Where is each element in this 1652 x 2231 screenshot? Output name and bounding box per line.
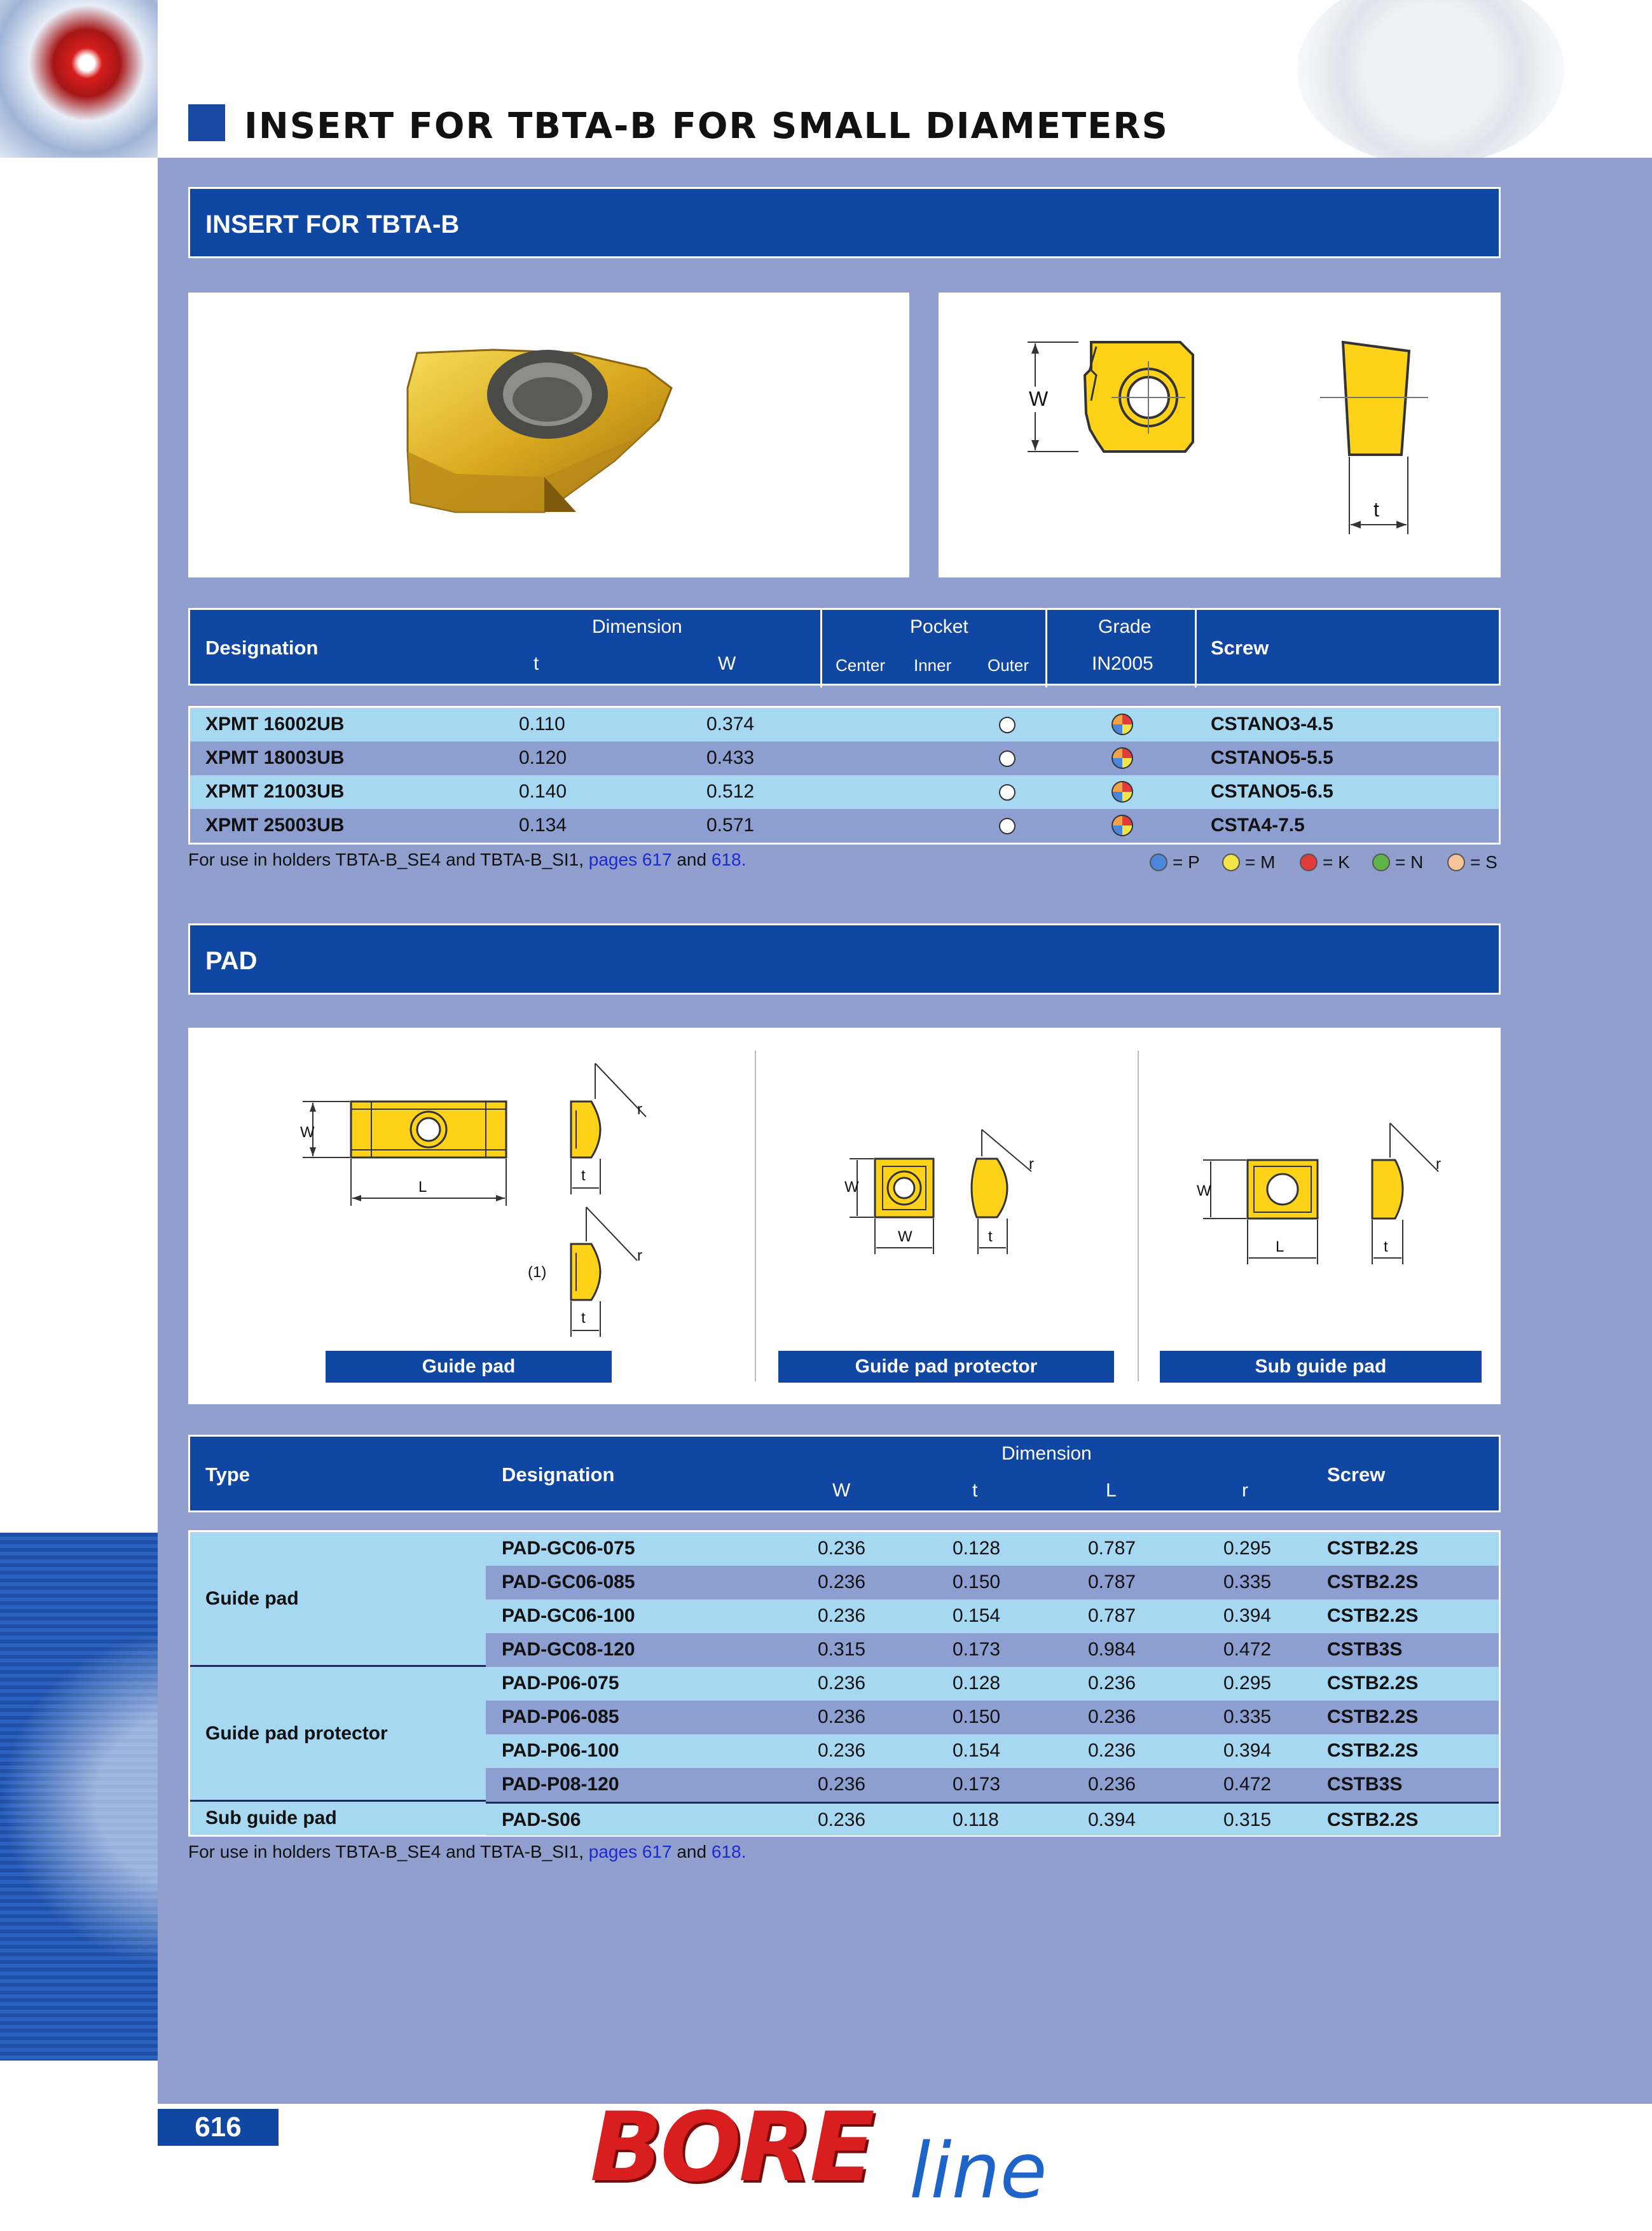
cell-t: 0.110 [519,714,565,735]
pad-section-title: PAD [205,947,258,975]
col-dimension: Dimension [1002,1443,1092,1464]
table-row [486,1566,1499,1599]
col-w: W [718,653,736,674]
grade-icon [1112,747,1133,769]
cell-r: 0.335 [1223,1571,1272,1592]
table-row [486,1599,1499,1633]
page-number: 616 [158,2109,279,2146]
cell-l: 0.236 [1088,1740,1136,1761]
pocket-outer-icon [999,818,1015,834]
cell-r: 0.295 [1223,1673,1272,1694]
page-617-link[interactable]: 617 [642,850,672,869]
insert-photo [188,293,909,577]
grade-icon [1112,815,1133,836]
protector-w-label: W [844,1178,859,1196]
cell-w: 0.236 [818,1706,866,1727]
cell-l: 0.787 [1088,1538,1136,1559]
legend-k-icon [1300,853,1318,871]
pad-w-label: W [300,1124,315,1141]
cell-t: 0.173 [953,1774,1001,1795]
cell-w: 0.236 [818,1774,866,1795]
cell-r: 0.394 [1223,1740,1272,1761]
insert-w-label: W [1029,387,1049,410]
cell-screw: CSTB2.2S [1327,1673,1419,1694]
protector-r-label: r [1029,1156,1034,1173]
col-designation: Designation [502,1463,615,1486]
pages-link[interactable]: pages [588,1842,638,1861]
cell-t: 0.128 [953,1673,1001,1694]
protector-w2-label: W [898,1228,912,1245]
pad-section-header [188,923,1501,995]
col-t: t [972,1480,978,1501]
col-grade: Grade [1098,616,1152,637]
cell-w: 0.236 [818,1673,866,1694]
pad-t-label: t [581,1167,586,1184]
col-designation: Designation [205,637,319,659]
note-text: For use in holders TBTA-B_SE4 and TBTA-B_SI1, [188,850,584,869]
cell-screw: CSTANO5-6.5 [1211,781,1333,802]
table-row [486,1701,1499,1734]
cell-w: 0.374 [706,714,755,735]
col-screw: Screw [1327,1463,1386,1486]
cell-l: 0.984 [1088,1639,1136,1660]
insert-t-label: t [1373,498,1379,521]
pad-drawings [188,1028,1501,1404]
cell-screw: CSTB2.2S [1327,1706,1419,1727]
table-row [190,742,1499,775]
cell-designation: PAD-GC08-120 [502,1639,635,1660]
side-decor-swirl [0,1628,158,1972]
note-text: For use in holders TBTA-B_SE4 and TBTA-B_SI1, [188,1842,584,1861]
type-group-sub-guide-pad [190,1802,486,1835]
cell-screw: CSTB2.2S [1327,1538,1419,1559]
caption-guide-pad: Guide pad [326,1351,612,1383]
cell-w: 0.236 [818,1740,866,1761]
cell-designation: PAD-P06-085 [502,1706,619,1727]
pad-table-body [188,1530,1501,1837]
col-type: Type [205,1463,251,1486]
cell-designation: XPMT 25003UB [205,815,345,836]
cell-w: 0.571 [706,815,755,836]
page-618-link[interactable]: 618. [711,850,747,869]
insert-table-header [188,608,1501,686]
insert-drawing [939,293,1501,577]
pad-r-label: r [637,1247,642,1264]
cell-type: Guide pad protector [205,1723,388,1744]
legend-m-label: = M [1245,852,1276,872]
pad-r-label: r [637,1101,642,1118]
cell-screw: CSTANO3-4.5 [1211,714,1333,735]
cell-designation: XPMT 18003UB [205,747,345,768]
cell-r: 0.394 [1223,1605,1272,1626]
cell-l: 0.236 [1088,1673,1136,1694]
cell-t: 0.150 [953,1571,1001,1592]
col-separator [1195,610,1197,687]
header-decor-circle [1297,0,1564,165]
cell-t: 0.128 [953,1538,1001,1559]
cell-t: 0.173 [953,1639,1001,1660]
table-row [486,1734,1499,1768]
cell-r: 0.335 [1223,1706,1272,1727]
pad-table-header [188,1435,1501,1512]
col-w: W [832,1480,851,1501]
cell-w: 0.236 [818,1605,866,1626]
cell-screw: CSTANO5-5.5 [1211,747,1333,768]
cell-r: 0.472 [1223,1639,1272,1660]
col-center: Center [836,656,886,675]
col-outer: Outer [988,656,1029,675]
sub-w-label: W [1197,1182,1211,1199]
cell-t: 0.134 [519,815,567,836]
note-and: and [677,850,707,869]
cell-r: 0.472 [1223,1774,1272,1795]
type-group-guide-pad-protector [190,1667,486,1802]
table-row [190,809,1499,843]
col-grade-code: IN2005 [1092,653,1153,674]
cell-screw: CSTB2.2S [1327,1740,1419,1761]
col-screw: Screw [1211,637,1269,659]
cell-designation: PAD-S06 [502,1809,581,1830]
grade-icon [1112,781,1133,803]
cell-designation: PAD-GC06-075 [502,1538,635,1559]
pad-rows [486,1532,1499,1835]
legend-p-label: = P [1173,852,1200,872]
cell-t: 0.140 [519,781,567,802]
cell-t: 0.120 [519,747,567,768]
sub-t-label: t [1384,1238,1388,1255]
page-617-link[interactable]: 617 [642,1842,672,1861]
caption-sub-guide-pad: Sub guide pad [1160,1351,1482,1383]
col-l: L [1106,1480,1117,1501]
page-title: INSERT FOR TBTA-B FOR SMALL DIAMETERS [244,106,1169,147]
insert-photo-box [188,293,909,577]
insert-table-body [188,706,1501,845]
cell-designation: PAD-GC06-085 [502,1571,635,1592]
pad-t-label: t [581,1309,586,1327]
col-separator [820,610,822,687]
cell-designation: PAD-P06-100 [502,1740,619,1761]
cell-designation: PAD-P06-075 [502,1673,619,1694]
cell-screw: CSTA4-7.5 [1211,815,1305,836]
col-r: r [1242,1480,1248,1501]
table-row [486,1768,1499,1802]
pad-l-label: L [418,1178,427,1196]
cell-w: 0.512 [706,781,755,802]
pocket-outer-icon [999,750,1015,767]
col-t: t [533,653,539,674]
page-618-link[interactable]: 618. [711,1842,747,1861]
col-pocket: Pocket [910,616,968,637]
cell-w: 0.236 [818,1809,866,1830]
legend-m-icon [1222,853,1240,871]
table-row [486,1667,1499,1701]
cell-w: 0.433 [706,747,755,768]
protector-t-label: t [988,1228,993,1245]
pages-link[interactable]: pages [588,850,638,869]
brand-logo-bore: BORE [590,2092,872,2203]
type-group-guide-pad [190,1532,486,1667]
cell-l: 0.787 [1088,1571,1136,1592]
title-marker [188,104,225,141]
col-inner: Inner [914,656,952,675]
pad-note-label: (1) [528,1264,547,1281]
grade-icon [1112,714,1133,735]
cell-type: Sub guide pad [205,1807,337,1828]
cell-r: 0.315 [1223,1809,1272,1830]
table-row [190,775,1499,809]
cell-r: 0.295 [1223,1538,1272,1559]
cell-type: Guide pad [205,1588,299,1609]
table-row [190,708,1499,742]
pad-holder-note [188,1842,746,1862]
brand-logo-line: line [909,2127,1047,2216]
note-and: and [677,1842,707,1861]
legend-n-icon [1372,853,1390,871]
col-separator [1045,610,1047,687]
cell-w: 0.236 [818,1571,866,1592]
cell-t: 0.154 [953,1605,1001,1626]
cell-screw: CSTB2.2S [1327,1571,1419,1592]
caption-guide-pad-protector: Guide pad protector [778,1351,1114,1383]
insert-section-header [188,187,1501,258]
table-row [486,1633,1499,1667]
pocket-outer-icon [999,717,1015,733]
legend-s-icon [1447,853,1465,871]
cell-t: 0.118 [953,1809,999,1830]
cell-screw: CSTB2.2S [1327,1809,1419,1830]
cell-designation: XPMT 16002UB [205,714,345,735]
cell-l: 0.236 [1088,1774,1136,1795]
cell-designation: PAD-GC06-100 [502,1605,635,1626]
cell-w: 0.315 [818,1639,866,1660]
cell-t: 0.150 [953,1706,1001,1727]
cell-t: 0.154 [953,1740,1001,1761]
cell-screw: CSTB3S [1327,1639,1403,1660]
insert-drawing-box [939,293,1501,577]
insert-section-title: INSERT FOR TBTA-B [205,211,460,238]
cell-l: 0.236 [1088,1706,1136,1727]
cell-designation: PAD-P08-120 [502,1774,619,1795]
cell-designation: XPMT 21003UB [205,781,345,802]
sub-r-label: r [1436,1156,1441,1173]
insert-holder-note [188,850,746,870]
grade-legend [1145,851,1501,876]
legend-p-icon [1150,853,1167,871]
legend-s-label: = S [1470,852,1497,872]
legend-k-label: = K [1323,852,1350,872]
table-row [486,1532,1499,1566]
table-row [486,1802,1499,1835]
cell-l: 0.394 [1088,1809,1136,1830]
sub-l-label: L [1276,1238,1284,1255]
pocket-outer-icon [999,784,1015,801]
legend-n-label: = N [1395,852,1424,872]
cell-w: 0.236 [818,1538,866,1559]
col-dimension: Dimension [592,616,682,637]
header-photo [0,0,158,158]
cell-screw: CSTB3S [1327,1774,1403,1795]
pad-drawings-box [188,1028,1501,1404]
cell-screw: CSTB2.2S [1327,1605,1419,1626]
cell-l: 0.787 [1088,1605,1136,1626]
